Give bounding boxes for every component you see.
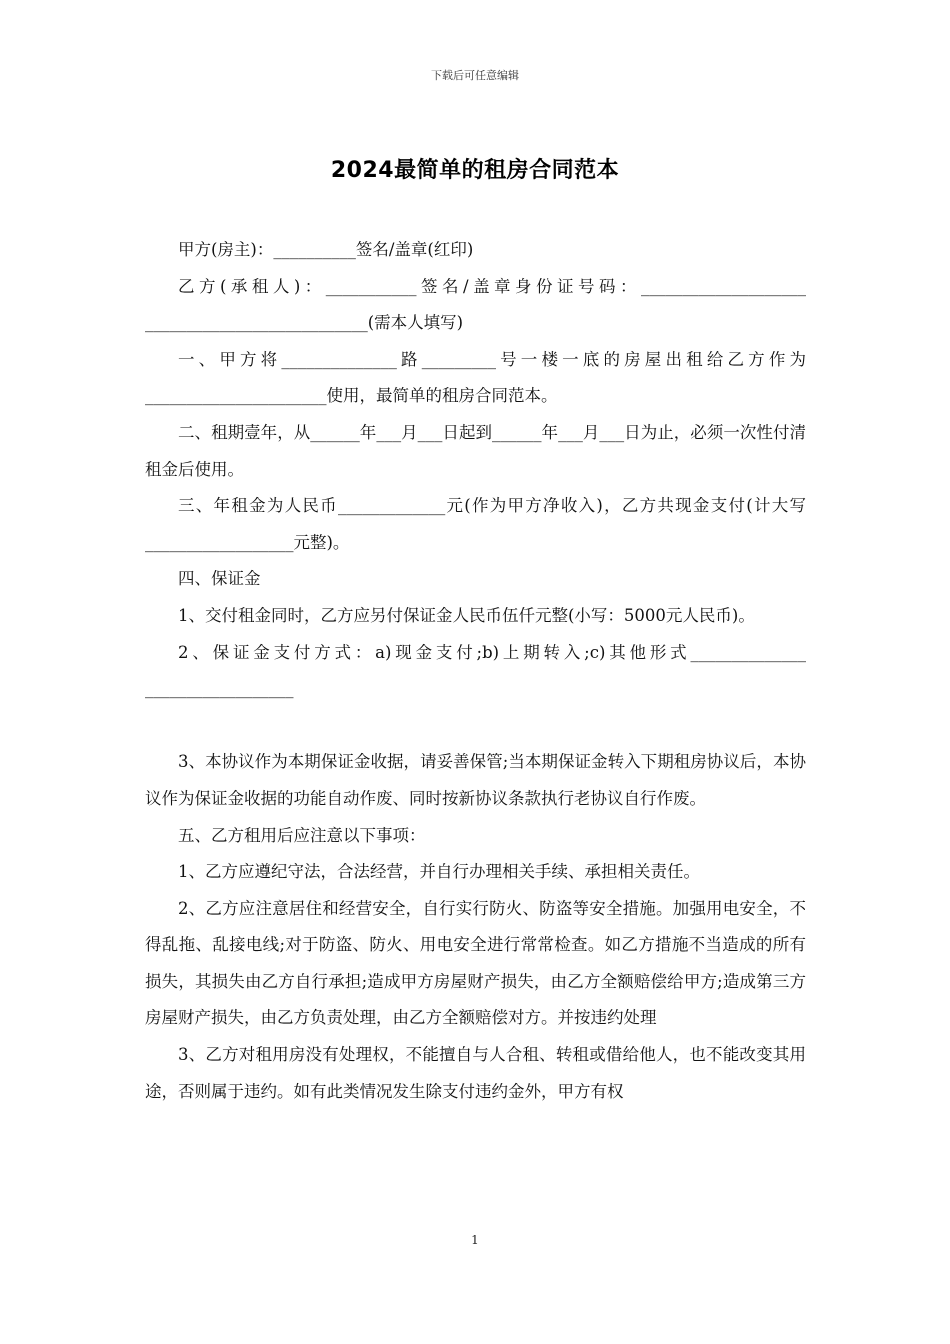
- blank-line: [145, 708, 806, 745]
- paragraph-deposit-1: 1、交付租金同时，乙方应另付保证金人民币伍仟元整(小写：5000元人民币)。: [178, 605, 755, 625]
- paragraph-party-b: 乙方(承租人)：___________签名/盖章身份证号码：____________________ ___________________________(需本人填写): [145, 276, 806, 333]
- paragraph-clause-3: 三、年租金为人民币_____________元(作为甲方净收入)，乙方共现金支付(计大写__________________元整)。: [145, 496, 806, 552]
- paragraph-notice-1: 1、乙方应遵纪守法，合法经营，并自行办理相关手续、承担相关责任。: [178, 862, 700, 882]
- paragraph-notice-2: 2、乙方应注意居住和经营安全，自行实行防火、防盗等安全措施。加强用电安全，不得乱拖、乱接电线;对于防盗、防火、用电安全进行常常检查。如乙方措施不当造成的所有损失，其损失由乙方自行承担;造成甲方房屋财产损失，由乙方全额赔偿给甲方;造成第三方房屋财产损失，由乙方负责处理，由乙方全额赔偿对方。并按违约处理: [145, 898, 806, 1028]
- paragraph-clause-4-heading: 四、保证金: [178, 569, 261, 589]
- contract-body: [145, 232, 806, 1110]
- paragraph-clause-5-heading: 五、乙方租用后应注意以下事项：: [178, 825, 426, 845]
- document-title: 2024最简单的租房合同范本: [330, 158, 620, 183]
- paragraph-clause-1: 一、甲方将______________路_________号一楼一底的房屋出租给乙方作为______________________使用，最简单的租房合同范本。: [145, 349, 806, 406]
- paragraph-deposit-2: 2、保证金支付方式：a)现金支付;b)上期转入;c)其他形式______________ __________________: [145, 642, 806, 699]
- paragraph-party-a: 甲方(房主)：__________签名/盖章(红印): [178, 240, 474, 259]
- header-note: 下载后可任意编辑: [431, 69, 519, 82]
- paragraph-notice-3: 3、乙方对租用房没有处理权，不能擅自与人合租、转租或借给他人，也不能改变其用途，否则属于违约。如有此类情况发生除支付违约金外，甲方有权: [145, 1045, 806, 1101]
- page-number: 1: [471, 1233, 479, 1247]
- paragraph-clause-2: 二、租期壹年，从______年___月___日起到______年___月___日为止，必须一次性付清租金后使用。: [145, 422, 806, 479]
- paragraph-deposit-3: 3、本协议作为本期保证金收据，请妥善保管;当本期保证金转入下期租房协议后，本协议作为保证金收据的功能自动作废、同时按新协议条款执行老协议自行作废。: [145, 752, 806, 808]
